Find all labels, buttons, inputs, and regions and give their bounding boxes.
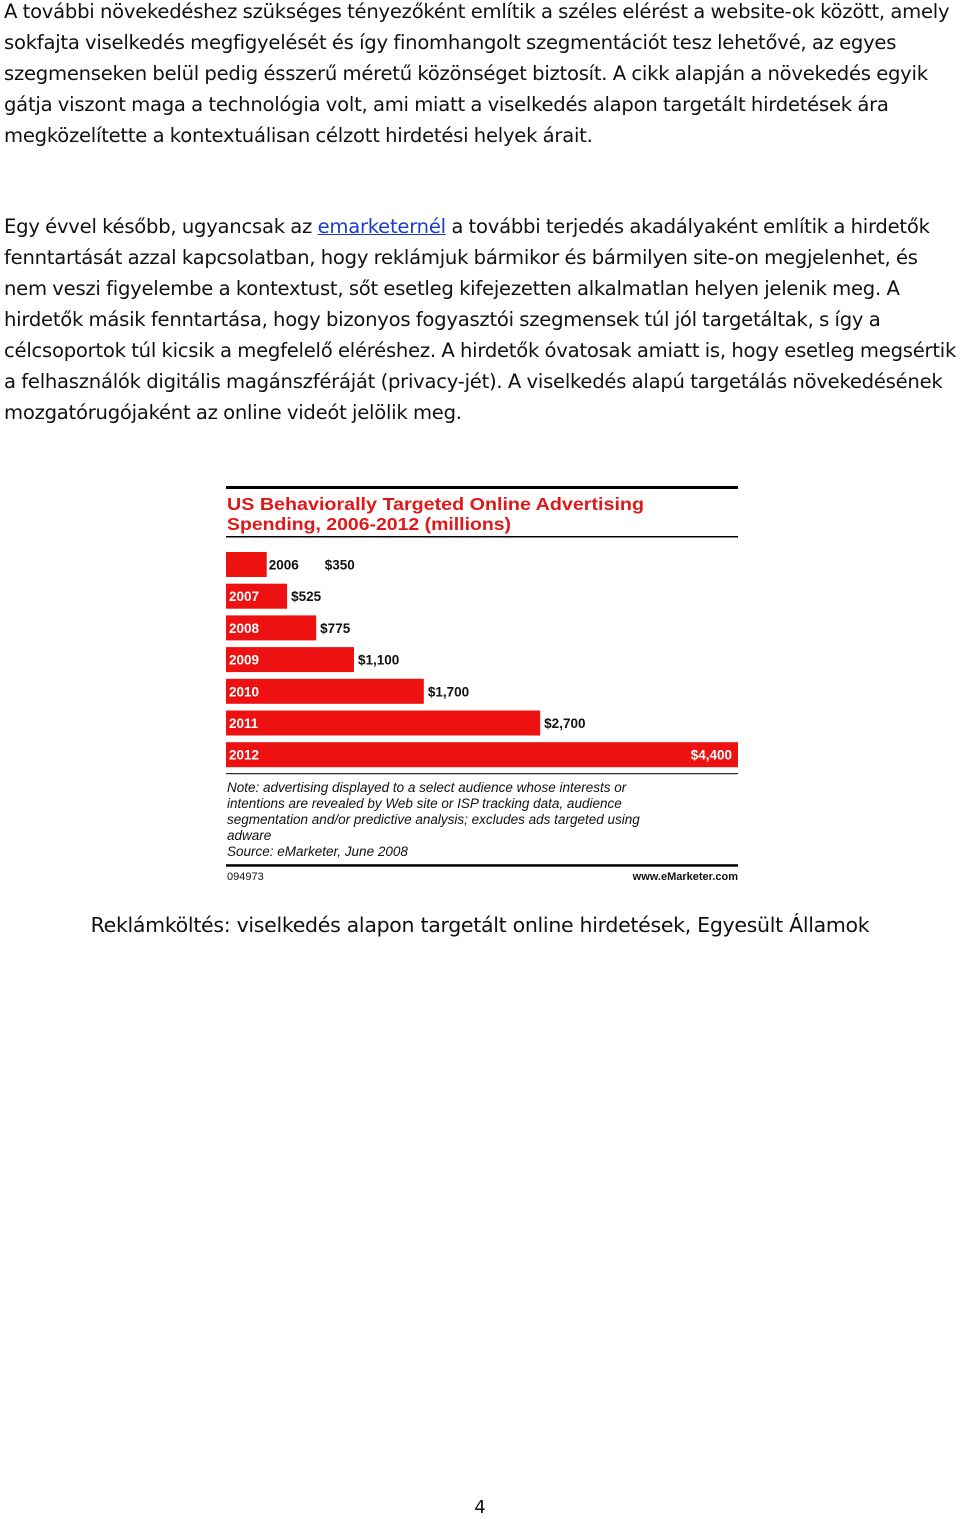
- page-number: 4: [474, 1497, 486, 1518]
- chart-note: segmentation and/or predictive analysis; excludes ads targeted using: [227, 812, 640, 828]
- chart-title-rule: [226, 536, 738, 538]
- bar-value-label: $775: [320, 620, 351, 636]
- bar-value-label: $350: [324, 557, 355, 573]
- bar-category-label: 2006: [268, 557, 299, 573]
- bar-value-label: $1,100: [358, 652, 400, 668]
- bar-category-label: 2011: [229, 716, 259, 731]
- chart-source-website: www.eMarketer.com: [632, 871, 738, 884]
- chart-title: US Behaviorally Targeted Online Advertising: [227, 494, 644, 514]
- bar-category-label: 2007: [229, 589, 260, 605]
- chart-title: Spending, 2006-2012 (millions): [227, 514, 511, 534]
- figure-caption: Reklámköltés: viselkedés alapon targetált online hirdetések, Egyesült Államok: [90, 913, 870, 937]
- bar-category-label: 2010: [229, 684, 260, 700]
- spending-bar-chart: [222, 484, 742, 884]
- bar-value-label: $1,700: [427, 684, 470, 700]
- bar-2012: [226, 742, 738, 767]
- chart-id: 094973: [227, 871, 264, 884]
- bar-2011: [226, 711, 540, 736]
- chart-note-rule: [226, 773, 738, 774]
- body-paragraph: A további növekedéshez szükséges tényezőként említik a széles elérést a website-ok között, amely sokfajta viselkedés megfigyelését és így finomhangolt szegmentációt tesz lehetővé, az egyes szegmenseken belül pedig ésszerű méretű közönséget biztosít. A cikk alapján a növekedés egyik gátja viszont maga a technológia volt, ami miatt a viselkedés alapon targetált hirdetések ára megközelítette a kontextuálisan célzott hirdetési helyek árait.: [4, 0, 950, 147]
- chart-note: Note: advertising displayed to a select audience whose interests or: [227, 780, 627, 796]
- chart-top-rule: [226, 486, 738, 489]
- paragraph-text: Egy évvel később, ugyancsak az: [4, 215, 318, 238]
- bar-value-label: $4,400: [690, 747, 732, 763]
- paragraph-text: a további terjedés akadályaként említik a hirdetők fenntartását azzal kapcsolatban, hogy reklámjuk bármikor és bármilyen site-on megjelenhet, és nem veszi figyelembe a kontextust, sőt esetleg kifejezetten alkalmatlan helyen jelenik meg. A hirdetők másik fenntartása, hogy bizonyos fogyasztói szegmensek túl jól targetáltak, s így a célcsoportok túl kicsik a megfelelő eléréshez. A hirdetők óvatosak amiatt is, hogy esetleg megsértik a felhasználók digitális magánszféráját (privacy-jét). A viselkedés alapú targetálás növekedésének mozgatórugójaként az online videót jelölik meg.: [4, 215, 957, 424]
- chart-bottom-rule: [226, 864, 738, 867]
- bar-2006: [226, 552, 267, 577]
- body-paragraph: [4, 211, 960, 428]
- chart-note: intentions are revealed by Web site or ISP tracking data, audience: [227, 796, 622, 812]
- chart-note: Source: eMarketer, June 2008: [227, 844, 408, 860]
- bar-value-label: $2,700: [544, 716, 586, 731]
- chart-note: adware: [227, 828, 272, 844]
- bar-category-label: 2009: [229, 652, 260, 668]
- emarketer-link[interactable]: emarketernél: [317, 215, 446, 238]
- bar-category-label: 2012: [229, 747, 260, 763]
- bar-category-label: 2008: [229, 620, 260, 636]
- bar-value-label: $525: [291, 589, 322, 605]
